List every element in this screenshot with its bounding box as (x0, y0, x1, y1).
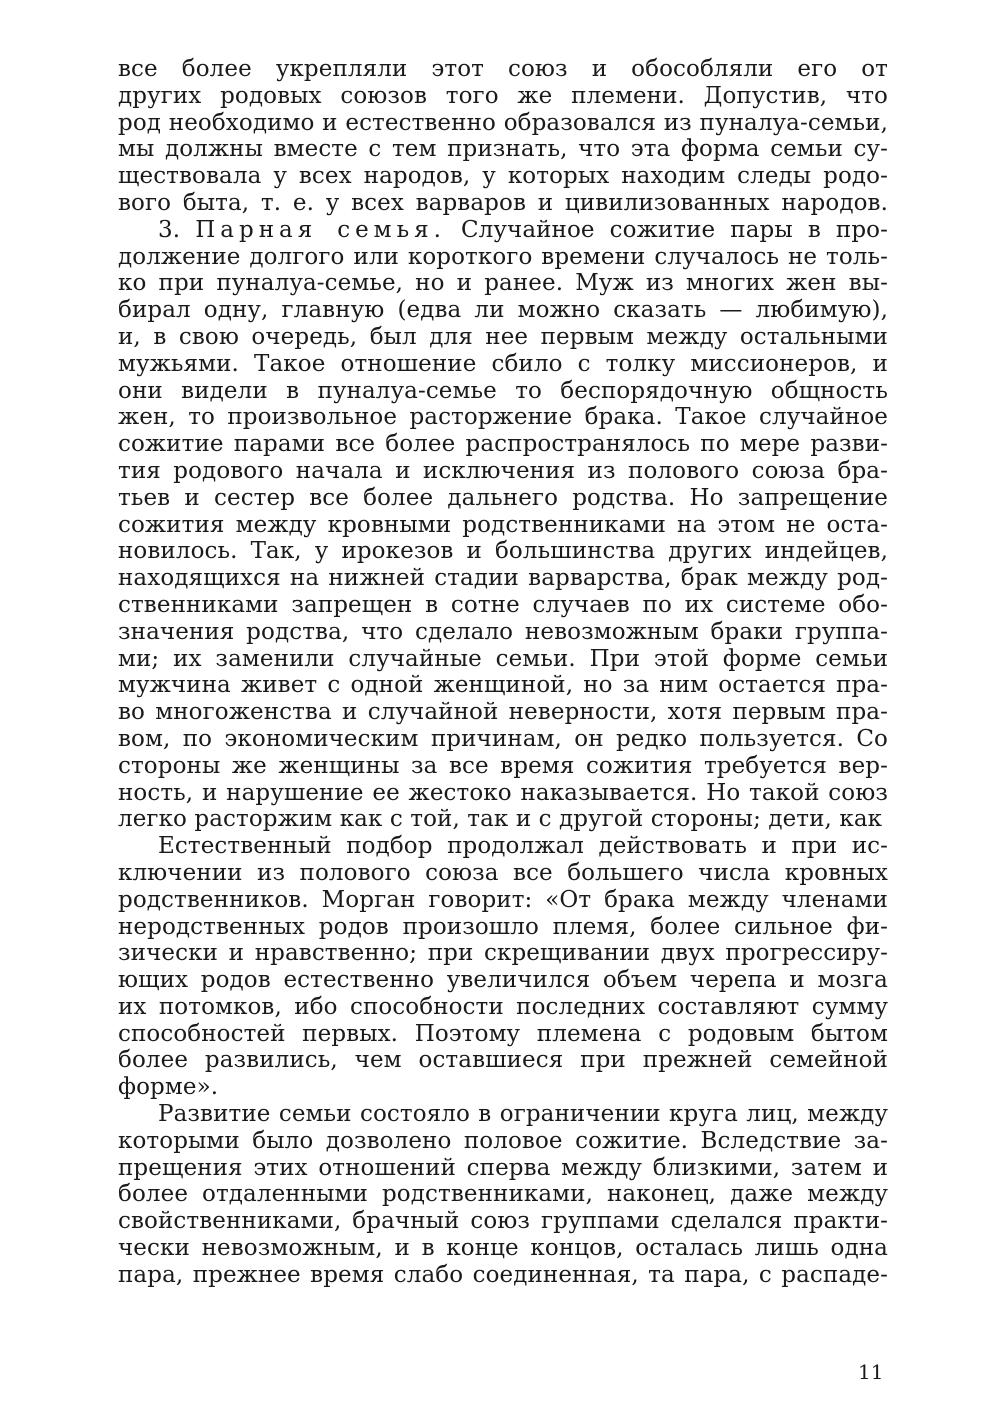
text-line: которыми было дозволено половое сожитие. Вследствие за- (118, 1127, 888, 1154)
text-line: ми; их заменили случайные семьи. При этой форме семьи (118, 645, 888, 672)
paragraph-2-pairing-family (118, 217, 888, 833)
text-line: Естественный подбор продолжал действовать и при ис- (158, 833, 888, 860)
text-line: форме». (118, 1074, 219, 1101)
text-line: сожития между кровными родственниками на этом не оста- (118, 511, 888, 538)
text-line: находящихся на нижней стадии варварства, брак между род- (118, 565, 888, 592)
text-line: ществовала у всех народов, у которых находим следы родо- (118, 163, 888, 190)
text-line: неродственных родов произошло племя, более сильное фи- (118, 913, 888, 940)
text-line: тьев и сестер все более дальнего родства. Но запрещение (118, 484, 888, 511)
text-line: род необходимо и естественно образовался из пуналуа-семьи, (118, 109, 888, 136)
text-line: ключении из полового союза все большего числа кровных (118, 859, 888, 886)
text-line: тия родового начала и исключения из полового союза бра- (118, 457, 888, 484)
text-line: ность, и нарушение ее жестоко наказывается. Но такой союз (118, 779, 888, 806)
page-body (118, 56, 888, 1289)
text-line: жен, то произвольное расторжение брака. Такое случайное (118, 404, 888, 431)
text-line: мы должны вместе с тем признать, что эта форма семьи су- (118, 136, 888, 163)
text-line: вом, по экономическим причинам, он редко пользуется. Со (118, 725, 888, 752)
text-line: мужьями. Такое отношение сбило с толку миссионеров, и (118, 350, 888, 377)
text-line: мужчина живет с одной женщиной, но за ним остается пра- (118, 672, 888, 699)
text-line: бирал одну, главную (едва ли можно сказать — любимую), (118, 297, 888, 324)
text-line: во многоженства и случайной неверности, хотя первым пра- (118, 699, 888, 726)
text-line: они видели в пуналуа-семье то беспорядочную общность (118, 377, 888, 404)
text-line: должение долгого или короткого времени случалось не толь- (118, 243, 888, 270)
text-line: Развитие семьи состояло в ограничении круга лиц, между (158, 1101, 888, 1128)
page-number: 11 (858, 1360, 884, 1384)
text-line: способностей первых. Поэтому племена с родовым бытом (118, 1020, 888, 1047)
text-line: других родовых союзов того же племени. Допустив, что (118, 82, 888, 109)
text-line: чески невозможным, и в конце концов, осталась лишь одна (118, 1235, 888, 1262)
text-line: свойственниками, брачный союз группами сделался практи- (118, 1208, 888, 1235)
section-number: 3. (158, 216, 181, 243)
paragraph-4-family-development (118, 1101, 888, 1289)
text-line: легко расторжим как с той, так и с другой стороны; дети, как (118, 806, 883, 833)
text-line: родственников. Морган говорит: «От брака между членами (118, 886, 888, 913)
text-line: все более укрепляли этот союз и обособляли его от (118, 56, 888, 82)
text-line: стороны же женщины за все время сожития требуется вер- (118, 752, 888, 779)
text-line: прещения этих отношений сперва между близкими, затем и (118, 1154, 888, 1181)
text-line: зически и нравственно; при скрещивании двух прогрессиру- (118, 940, 888, 967)
section-title: Парная семья. (195, 216, 446, 243)
text-line: значения родства, что сделало невозможным браки группа- (118, 618, 888, 645)
paragraph-1 (118, 56, 888, 217)
text-line: пара, прежнее время слабо соединенная, та пара, с распаде- (118, 1261, 888, 1288)
text-line: более отдаленными родственниками, наконец, даже между (118, 1181, 888, 1208)
paragraph-3-natural-selection (118, 833, 888, 1101)
section-heading-line (118, 217, 888, 244)
text-line: ственниками запрещен в сотне случаев по их системе обо- (118, 591, 888, 618)
text-line: ко при пуналуа-семье, но и ранее. Муж из многих жен вы- (118, 270, 888, 297)
text-line: новилось. Так, у ирокезов и большинства других индейцев, (118, 538, 888, 565)
text-line: вого быта, т. е. у всех варваров и цивилизованных народов. (118, 189, 888, 216)
text-line: их потомков, ибо способности последних составляют сумму (118, 993, 888, 1020)
text-line: Случайное сожитие пары в про- (460, 216, 888, 243)
text-line: и, в свою очередь, был для нее первым между остальными (118, 323, 888, 350)
text-line: сожитие парами все более распространялось по мере разви- (118, 431, 888, 458)
text-line: ющих родов естественно увеличился объем черепа и мозга (118, 967, 888, 994)
text-line: более развились, чем оставшиеся при прежней семейной (118, 1047, 888, 1074)
